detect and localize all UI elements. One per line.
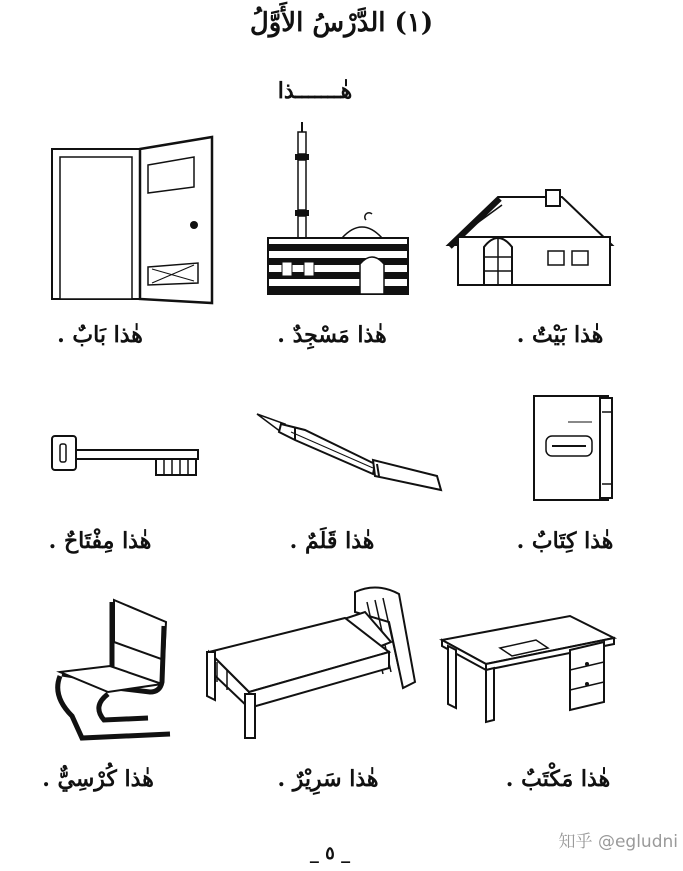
lesson-subtitle: هٰـــــــذا [277, 78, 353, 104]
pen-illustration [255, 410, 450, 495]
door-icon [48, 135, 218, 305]
book-illustration [528, 392, 618, 504]
desk-illustration [440, 612, 618, 724]
bed-illustration [205, 582, 420, 742]
lesson-title: (١) الدَّرْسُ الأَوَّلُ [249, 8, 434, 38]
caption-key: هٰذا مِفْتَاحٌ . [48, 528, 152, 554]
key-illustration [48, 430, 203, 485]
caption-desk: هٰذا مَكْتَبٌ . [505, 766, 611, 792]
caption-pen: هٰذا قَلَمٌ . [289, 528, 375, 554]
watermark: 知乎 @egludni [558, 832, 678, 852]
caption-book: هٰذا كِتَابٌ . [516, 528, 614, 554]
caption-door: هٰذا بَابٌ . [57, 322, 143, 348]
caption-chair: هٰذا كُرْسِيٌّ . [42, 766, 154, 792]
page-number: _ ٥ _ [309, 843, 351, 864]
caption-mosque: هٰذا مَسْجِدٌ . [277, 322, 387, 348]
desk-icon [440, 612, 618, 724]
mosque-illustration [262, 122, 412, 297]
mosque-icon [262, 122, 412, 297]
chair-illustration [52, 596, 174, 744]
house-icon [440, 185, 620, 290]
pen-icon [255, 410, 450, 495]
house-illustration [440, 185, 620, 290]
door-illustration [48, 135, 218, 305]
chair-icon [52, 596, 174, 744]
bed-icon [205, 582, 420, 742]
caption-house: هٰذا بَيْتٌ . [516, 322, 604, 348]
key-icon [48, 430, 203, 485]
book-icon [528, 392, 618, 504]
caption-bed: هٰذا سَرِيْرٌ . [277, 766, 379, 792]
